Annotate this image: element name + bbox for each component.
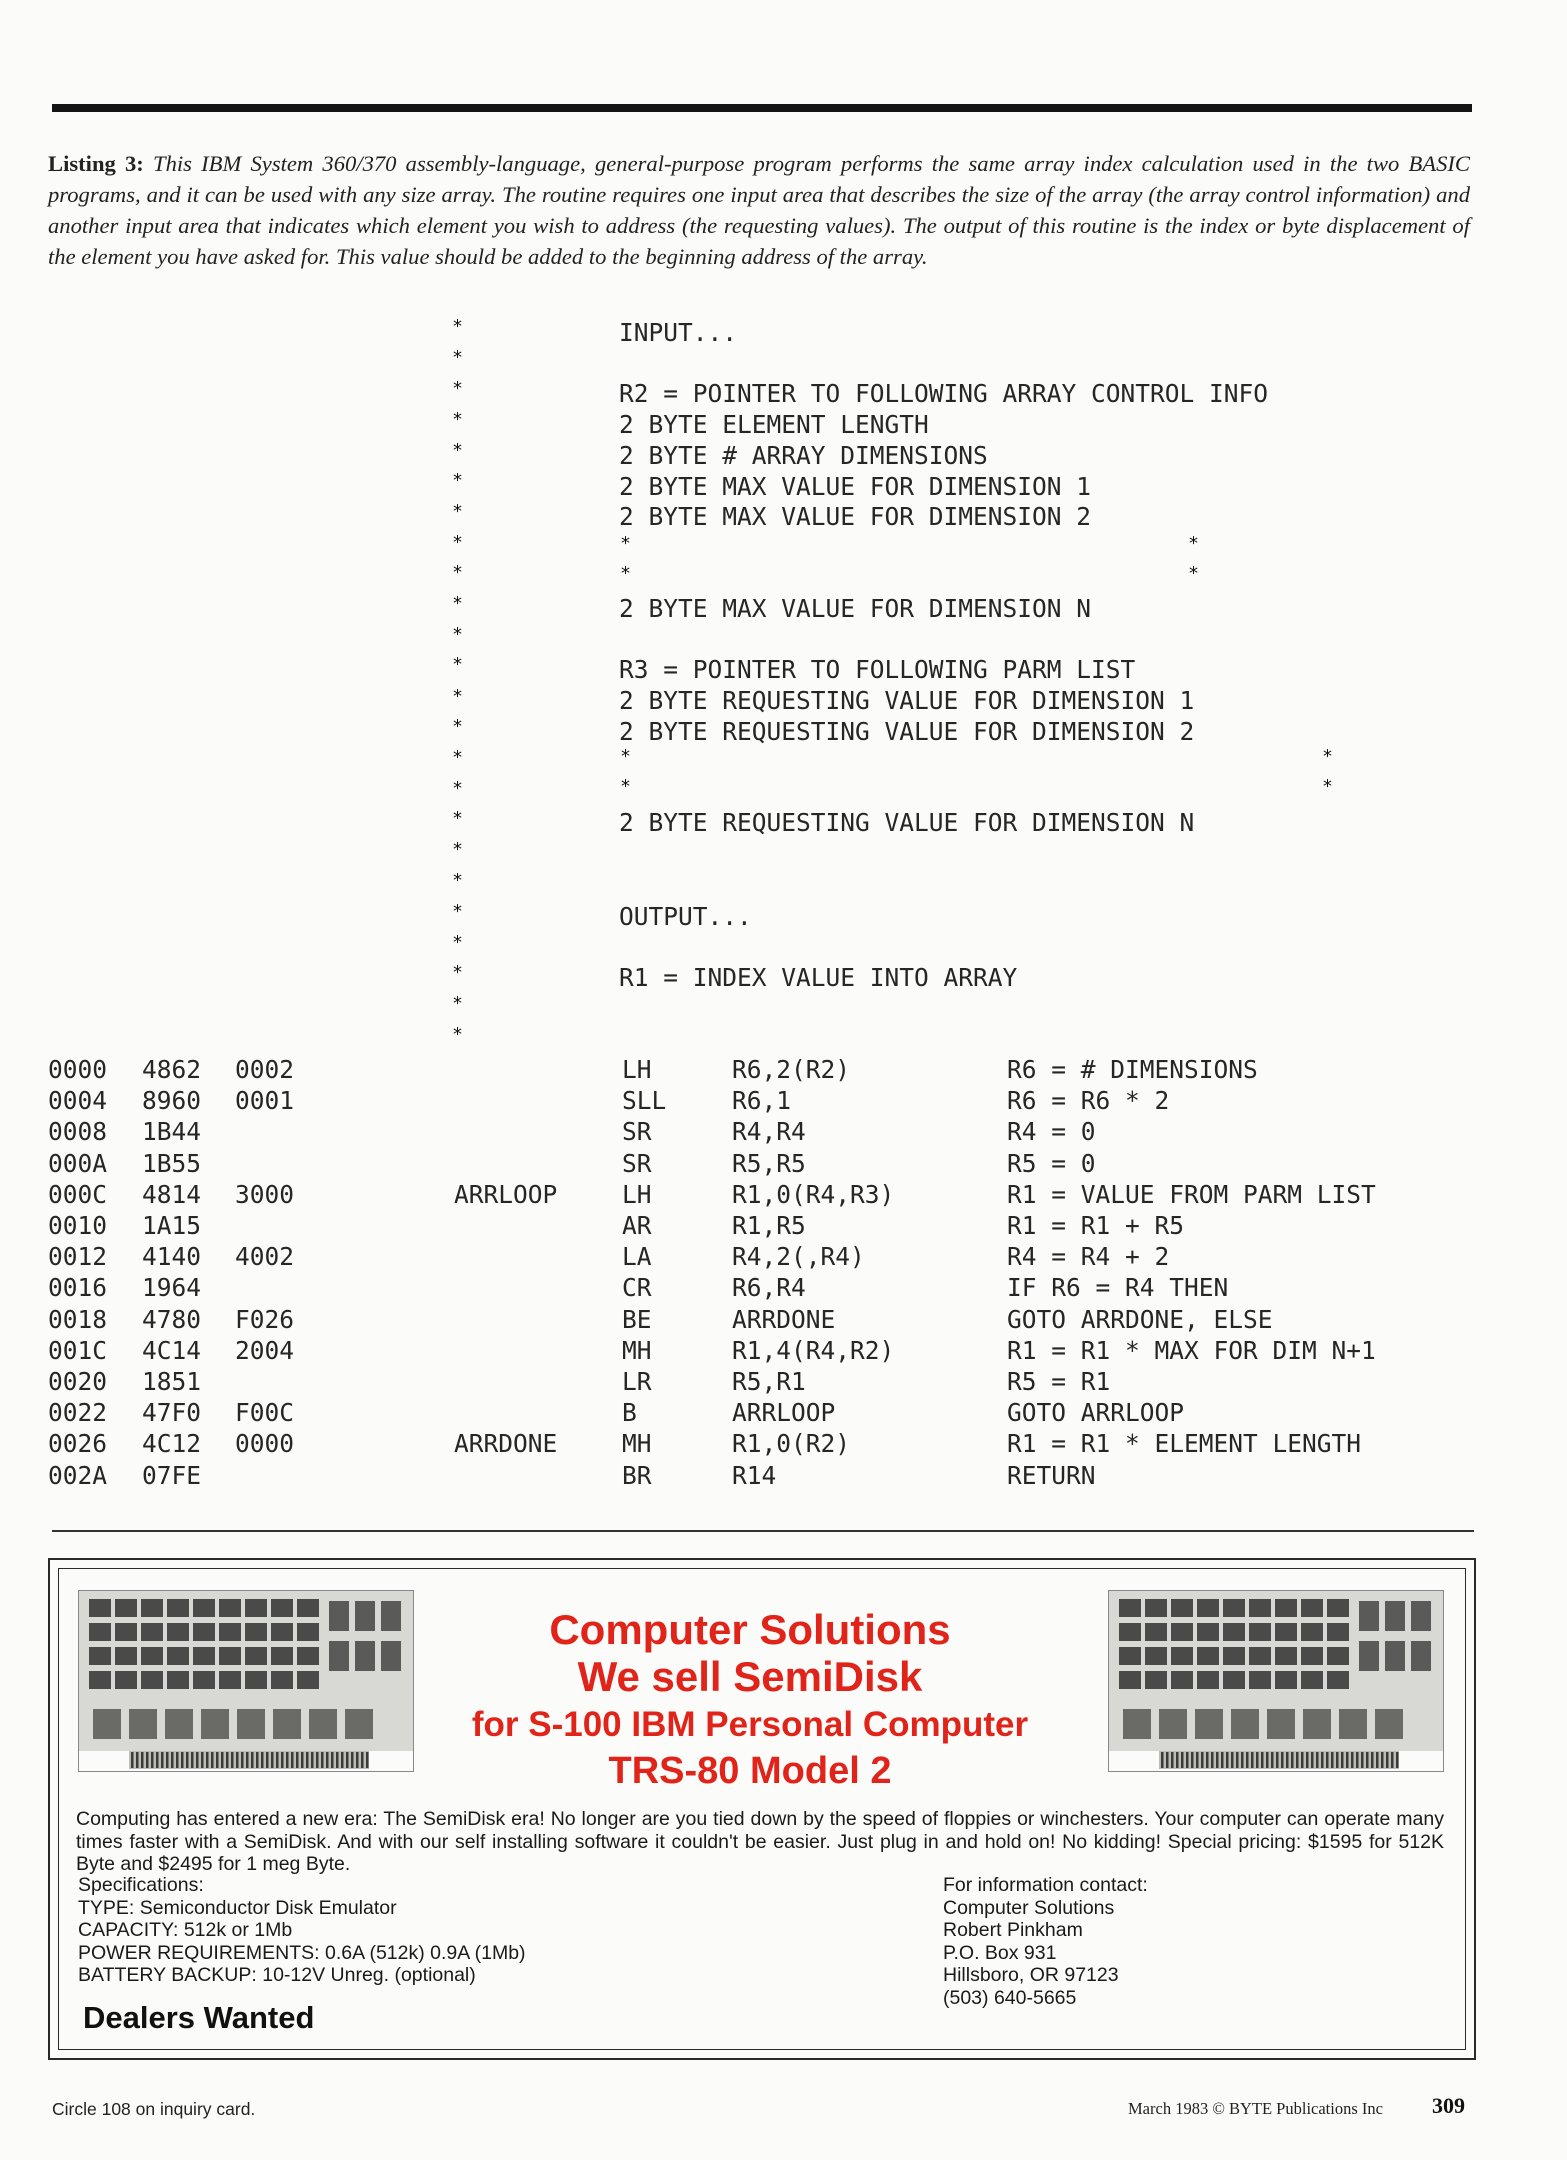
code-address: 0018 [48,1304,108,1334]
comment-asterisk: * [453,839,462,860]
code-operand: R5,R1 [732,1367,806,1396]
top-rule [52,104,1472,112]
contact-line: Robert Pinkham [943,1919,1083,1941]
inquiry-note: Circle 108 on inquiry card. [52,2099,256,2119]
ellipsis-asterisk: * [1189,533,1198,554]
code-opcode: MH [622,1335,652,1365]
comment-line: R1 = INDEX VALUE INTO ARRAY [619,963,1018,992]
listing-caption [48,148,1470,272]
code-opcode: LR [622,1367,652,1396]
code-object-2: 4002 [235,1242,295,1272]
ad-headline-2: We sell SemiDisk [577,1653,923,1700]
code-address: 0010 [48,1211,108,1240]
comment-asterisk: * [453,993,462,1014]
code-object-1: 4140 [142,1242,202,1272]
code-object-1: 1B44 [142,1117,202,1147]
code-object-1: 47F0 [142,1398,202,1428]
code-object-1: 1A15 [142,1211,202,1240]
code-comment: R4 = R4 + 2 [1007,1242,1170,1272]
contact-line: P.O. Box 931 [943,1941,1057,1964]
code-address: 0020 [48,1367,108,1396]
spec-line: Specifications: [78,1874,204,1896]
code-address: 0022 [48,1398,108,1428]
comment-asterisk: * [453,440,462,461]
contact-line: Hillsboro, OR 97123 [943,1964,1119,1986]
code-object-1: 4862 [142,1055,202,1084]
code-operand: R6,1 [732,1086,792,1116]
code-comment: RETURN [1007,1460,1096,1490]
comment-line: R2 = POINTER TO FOLLOWING ARRAY CONTROL INFO [619,379,1269,408]
ad-specifications [78,1874,718,1987]
ellipsis-asterisk: * [1189,563,1198,584]
comment-asterisk: * [453,378,462,399]
ellipsis-asterisk: * [1323,746,1332,767]
comment-asterisk: * [453,1024,462,1045]
code-address: 0008 [48,1117,108,1147]
code-comment: R1 = VALUE FROM PARM LIST [1007,1179,1376,1209]
comment-line: 2 BYTE ELEMENT LENGTH [619,410,929,439]
code-opcode: BR [622,1460,652,1490]
ad-headline-1: Computer Solutions [549,1606,951,1653]
code-object-1: 4814 [142,1179,202,1209]
code-address: 0012 [48,1242,108,1272]
code-object-2: 0001 [235,1086,295,1116]
publication-line: March 1983 © BYTE Publications Inc [1128,2099,1383,2118]
comment-line: 2 BYTE REQUESTING VALUE FOR DIMENSION 1 [619,686,1195,715]
code-address: 002A [48,1460,108,1490]
code-object-1: 4C12 [142,1429,202,1459]
code-opcode: SR [622,1117,652,1147]
code-operand: R1,0(R2) [732,1429,851,1459]
contact-line: Computer Solutions [943,1896,1115,1919]
code-label: ARRDONE [454,1429,558,1459]
code-operand: ARRDONE [732,1304,836,1334]
code-address: 001C [48,1335,108,1365]
code-comment: R5 = 0 [1007,1148,1096,1178]
code-operand: R1,0(R4,R3) [732,1179,895,1209]
code-operand: R4,2(,R4) [732,1242,865,1272]
code-object-1: 1B55 [142,1148,202,1178]
comment-line: 2 BYTE MAX VALUE FOR DIMENSION 2 [619,502,1092,531]
ellipsis-asterisk: * [621,563,630,584]
code-comment: R1 = R1 * ELEMENT LENGTH [1007,1429,1362,1459]
comment-line: OUTPUT... [619,902,752,931]
comment-asterisk: * [453,470,462,491]
comment-asterisk: * [453,932,462,953]
code-opcode: B [622,1398,637,1428]
code-address: 000A [48,1148,108,1178]
spec-line: BATTERY BACKUP: 10-12V Unreg. (optional) [78,1964,476,1986]
code-opcode: AR [622,1211,652,1240]
code-comment: GOTO ARRLOOP [1007,1398,1185,1428]
code-operand: R6,2(R2) [732,1055,851,1084]
comment-asterisk: * [453,347,462,368]
comment-line: R3 = POINTER TO FOLLOWING PARM LIST [619,655,1136,684]
comment-asterisk: * [453,962,462,983]
ellipsis-asterisk: * [1323,776,1332,797]
code-opcode: LH [622,1055,652,1084]
code-address: 0000 [48,1055,108,1084]
code-object-2: 3000 [235,1179,295,1209]
code-opcode: BE [622,1304,652,1334]
comment-asterisk: * [453,686,462,707]
code-object-2: 0002 [235,1055,295,1084]
code-comment: R4 = 0 [1007,1117,1096,1147]
code-object-1: 1851 [142,1367,202,1396]
code-address: 0026 [48,1429,108,1459]
contact-line: (503) 640-5665 [943,1986,1077,2009]
code-object-1: 8960 [142,1086,202,1116]
comment-line: 2 BYTE MAX VALUE FOR DIMENSION 1 [619,472,1092,501]
code-operand: ARRLOOP [732,1398,836,1428]
comment-asterisk: * [453,316,462,337]
code-operand: R4,R4 [732,1117,806,1147]
code-object-1: 4780 [142,1304,202,1334]
comment-asterisk: * [453,716,462,737]
code-object-2: 0000 [235,1429,295,1459]
comment-asterisk: * [453,870,462,891]
ellipsis-asterisk: * [621,533,630,554]
listing-label: Listing 3: [48,151,144,176]
comment-asterisk: * [453,624,462,645]
ellipsis-asterisk: * [621,746,630,767]
code-object-1: 4C14 [142,1335,202,1365]
comment-line: 2 BYTE REQUESTING VALUE FOR DIMENSION 2 [619,717,1195,746]
ad-headline-3: for S-100 IBM Personal Computer [471,1705,1029,1744]
code-object-1: 07FE [142,1460,202,1490]
code-comment: R6 = # DIMENSIONS [1007,1055,1258,1084]
comment-asterisk: * [453,808,462,829]
code-opcode: LA [622,1242,652,1272]
code-comment: GOTO ARRDONE, ELSE [1007,1304,1273,1334]
code-address: 000C [48,1179,108,1209]
comment-asterisk: * [453,562,462,583]
code-comment: IF R6 = R4 THEN [1007,1273,1229,1303]
spec-line: CAPACITY: 512k or 1Mb [78,1919,293,1941]
comment-asterisk: * [453,747,462,768]
code-opcode: SLL [622,1086,667,1116]
ad-body-text: Computing has entered a new era: The SemiDisk era! No longer are you tied down by the speed of floppies or winchesters. Your computer can operate many times faster with a SemiDisk. And with our self installing software it couldn't be easier. Just plug in and hold on! No kidding! Special pricing: $1595 for 512K Byte and $2495 for 1 meg Byte. [76,1808,1444,1875]
dealers-wanted: Dealers Wanted [83,2000,315,2035]
ad-headline-4: TRS-80 Model 2 [608,1750,892,1792]
code-comment: R1 = R1 + R5 [1007,1211,1185,1240]
comment-asterisk: * [453,654,462,675]
code-object-2: F026 [235,1304,295,1334]
comment-line: INPUT... [619,318,738,347]
code-label: ARRLOOP [454,1179,558,1209]
code-operand: R1,R5 [732,1211,806,1240]
comment-asterisk: * [453,501,462,522]
code-object-2: F00C [235,1398,295,1428]
code-object-2: 2004 [235,1335,295,1365]
page-number: 309 [1432,2093,1465,2118]
ellipsis-asterisk: * [621,776,630,797]
contact-line: For information contact: [943,1874,1148,1896]
code-operand: R14 [732,1460,777,1490]
code-operand: R1,4(R4,R2) [732,1335,895,1365]
comment-asterisk: * [453,593,462,614]
comment-line: 2 BYTE MAX VALUE FOR DIMENSION N [619,594,1092,623]
comment-asterisk: * [453,532,462,553]
comment-asterisk: * [453,409,462,430]
code-object-1: 1964 [142,1273,202,1303]
code-comment: R1 = R1 * MAX FOR DIM N+1 [1007,1335,1376,1365]
code-opcode: CR [622,1273,652,1303]
code-opcode: SR [622,1148,652,1178]
spec-line: POWER REQUIREMENTS: 0.6A (512k) 0.9A (1Mb) [78,1941,526,1964]
code-address: 0004 [48,1086,108,1116]
code-comment: R6 = R6 * 2 [1007,1086,1170,1116]
spec-line: TYPE: Semiconductor Disk Emulator [78,1896,397,1919]
code-opcode: LH [622,1179,652,1209]
code-operand: R6,R4 [732,1273,806,1303]
code-opcode: MH [622,1429,652,1459]
ad-contact [943,1874,1383,2009]
code-operand: R5,R5 [732,1148,806,1178]
comment-asterisk: * [453,901,462,922]
listing-caption-text: This IBM System 360/370 assembly-language, general-purpose program performs the same array index calculation used in the two BASIC programs, and it can be used with any size array. The routine requires one input area that describes the size of the array (the array control information) and another input area that indicates which element you wish to address (the requesting values). The output of this routine is the index or byte displacement of the element you have asked for. This value should be added to the beginning address of the array. [48,151,1470,269]
comment-line: 2 BYTE REQUESTING VALUE FOR DIMENSION N [619,808,1195,837]
comment-line: 2 BYTE # ARRAY DIMENSIONS [619,441,988,470]
code-comment: R5 = R1 [1007,1367,1111,1396]
code-address: 0016 [48,1273,108,1303]
comment-asterisk: * [453,778,462,799]
section-divider [52,1530,1474,1532]
